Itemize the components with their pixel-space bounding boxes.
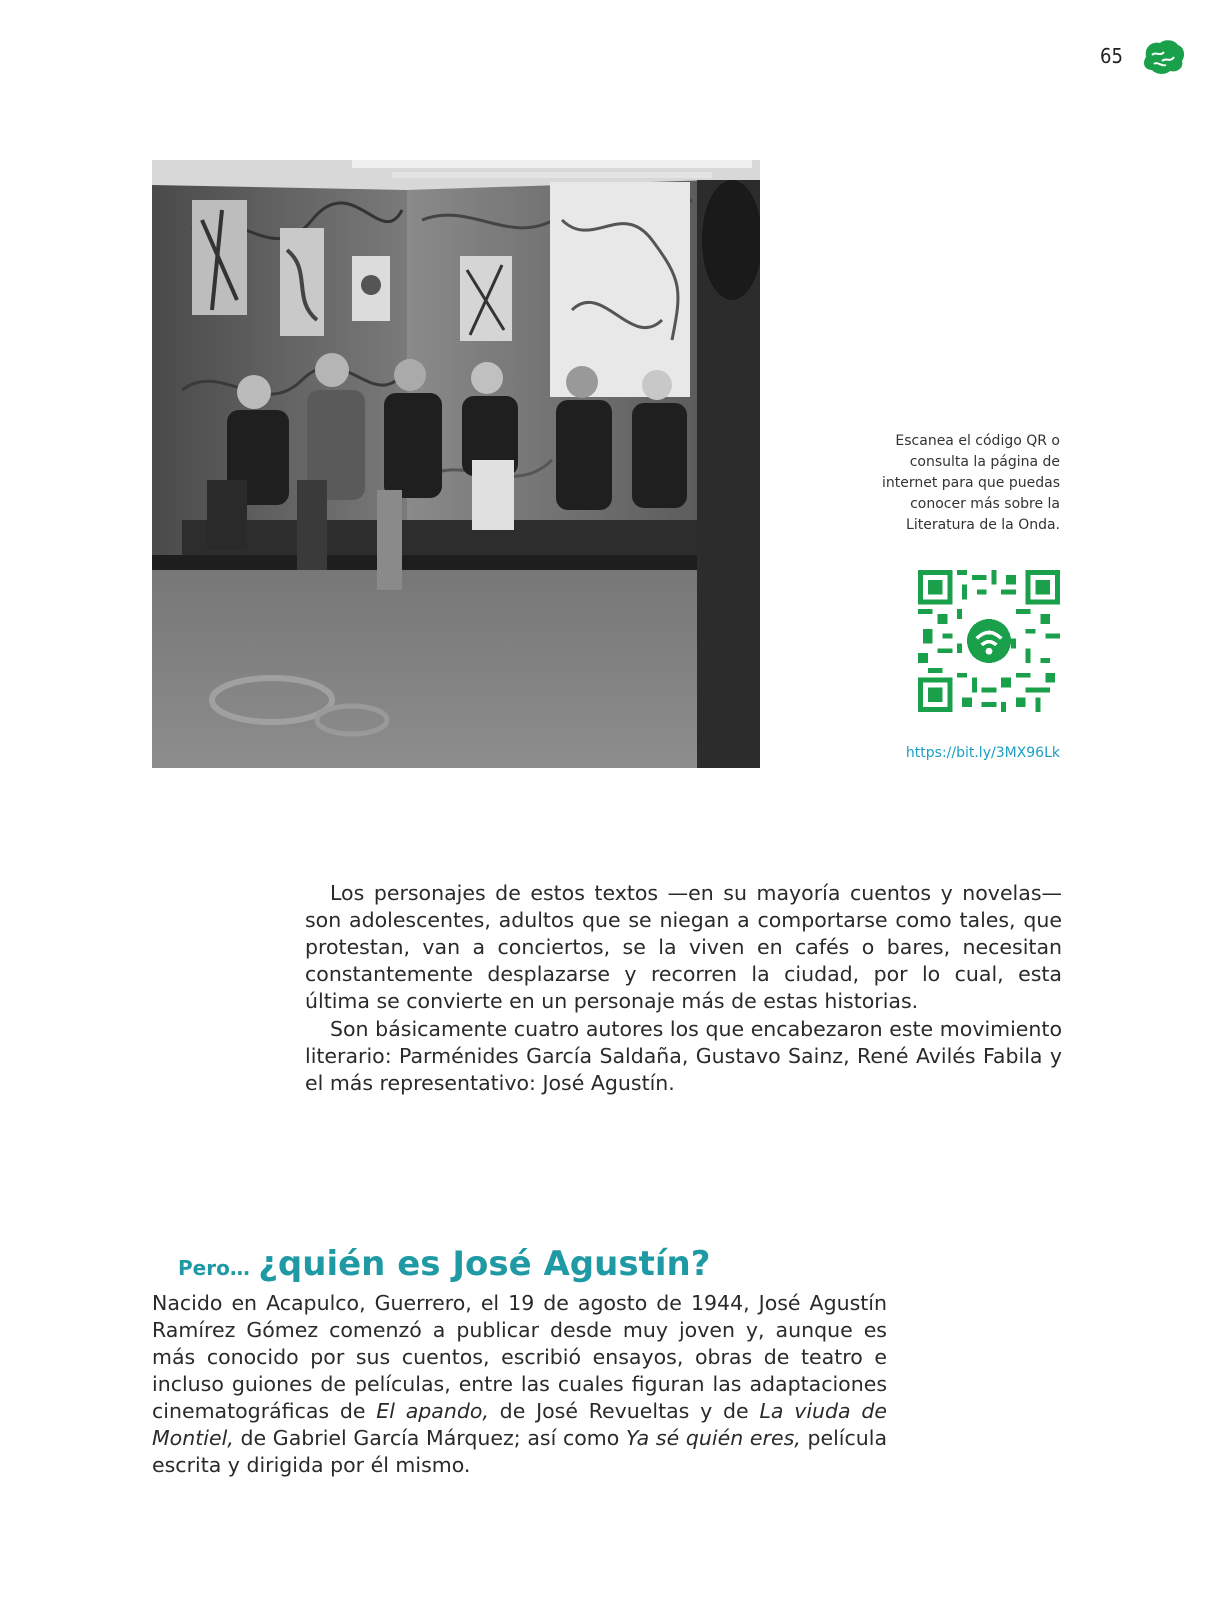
- qr-code-icon[interactable]: [918, 570, 1060, 712]
- section-heading-prefix: Pero…: [178, 1256, 250, 1280]
- body-text-1: Nacido en Acapulco, Guerrero, el 19 de agosto de 1944, José Agustín Ramírez Gómez comenzó a publicar desde muy joven y, aunque es más conocido por sus cuentos, escribió ensayos, obras de teatro e incluso guiones de películas, entre las cuales figuran las adaptaciones cinematográficas de: [152, 1291, 887, 1423]
- historical-photo: [152, 160, 760, 768]
- body-title-ya-se-quien-eres: Ya sé quién eres,: [626, 1426, 801, 1450]
- body-text-2: de José Revueltas y de: [488, 1399, 760, 1423]
- section-body-paragraph: [152, 1290, 887, 1479]
- body-title-el-apando: El apando,: [376, 1399, 489, 1423]
- page-number: 65: [1100, 44, 1123, 68]
- qr-url-link[interactable]: https://bit.ly/3MX96Lk: [905, 745, 1060, 761]
- body-title-la-viuda-de-montiel: La viuda de Montiel,: [152, 1399, 887, 1450]
- green-brain-logo-icon: [1140, 37, 1186, 75]
- body-text-4: película escrita y dirigida por él mismo.: [152, 1426, 888, 1477]
- section-heading-main: ¿quién es José Agustín?: [258, 1244, 711, 1284]
- photo-illustration: [152, 160, 760, 768]
- body-text-3: de Gabriel García Márquez; así como: [233, 1426, 627, 1450]
- qr-caption: Escanea el código QR o consulta la página de internet para que puedas conocer más sobre la Literatura de la Onda.: [881, 433, 1060, 533]
- section-heading: [178, 1244, 710, 1284]
- intro-paragraph-1: Los personajes de estos textos —en su mayoría cuentos y novelas— son adolescentes, adultos que se niegan a comportarse como tales, que protestan, van a conciertos, se la viven en cafés o bares, necesitan constantemente desplazarse y recorren la ciudad, por lo cual, esta última se convierte en un personaje más de estas historias.: [305, 881, 1062, 1013]
- intro-paragraph-2: Son básicamente cuatro autores los que encabezaron este movimiento literario: Parménides García Saldaña, Gustavo Sainz, René Avilés Fabila y el más representativo: José Agustín.: [305, 1017, 1062, 1095]
